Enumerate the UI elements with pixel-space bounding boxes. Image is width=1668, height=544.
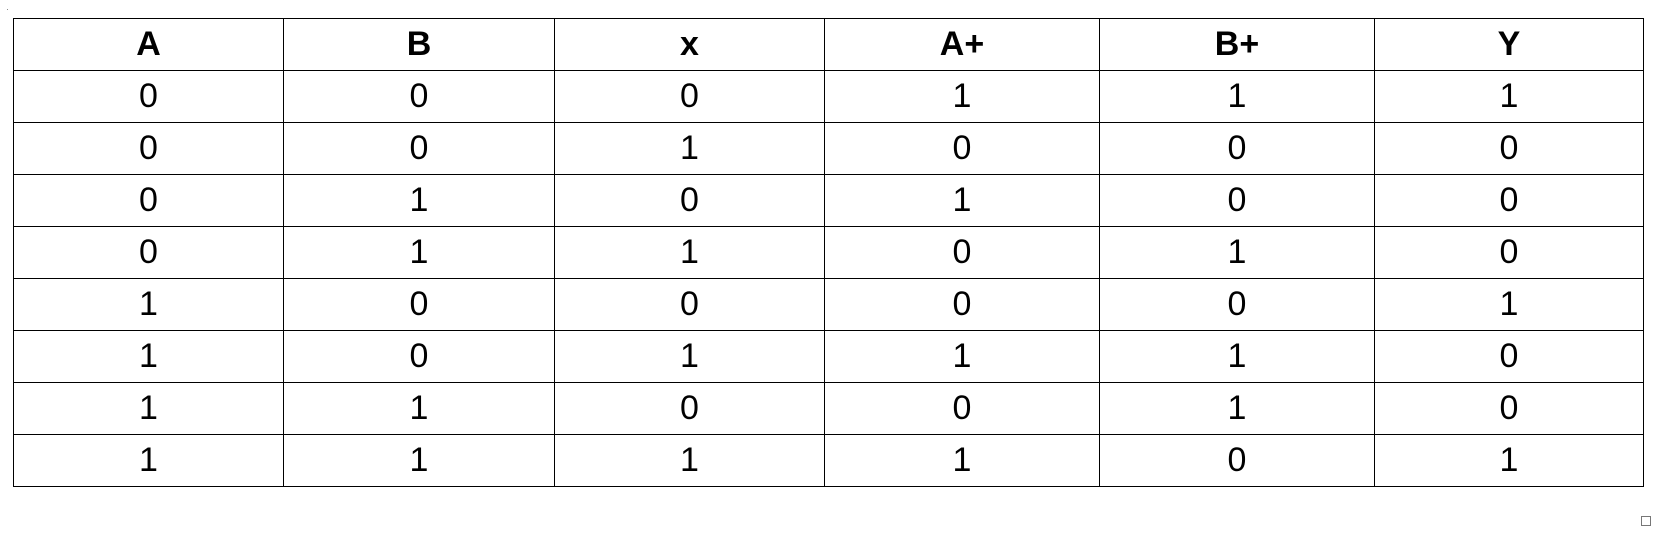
table-row — [14, 331, 1644, 383]
table-cell: 0 — [825, 123, 1100, 175]
table-cell: 1 — [1100, 71, 1375, 123]
table-row — [14, 175, 1644, 227]
table-cell: 1 — [1100, 383, 1375, 435]
table-cell: 1 — [1375, 435, 1644, 487]
table-cell: 1 — [1100, 227, 1375, 279]
table-cell: 0 — [825, 279, 1100, 331]
table-cell: 0 — [825, 227, 1100, 279]
table-cell: 0 — [1375, 227, 1644, 279]
table-cell: 0 — [1100, 435, 1375, 487]
truth-table — [13, 18, 1644, 487]
header-cell-x: x — [555, 19, 825, 71]
table-cell: 0 — [14, 123, 284, 175]
table-cell: 0 — [1375, 123, 1644, 175]
table-cell: 0 — [14, 175, 284, 227]
table-cell: 1 — [825, 71, 1100, 123]
table-cell: 1 — [555, 123, 825, 175]
table-row — [14, 279, 1644, 331]
table-cell: 0 — [284, 123, 555, 175]
table-cell: 0 — [825, 383, 1100, 435]
table-cell: 0 — [555, 383, 825, 435]
table-cell: 0 — [555, 279, 825, 331]
header-cell-a-plus: A+ — [825, 19, 1100, 71]
header-cell-b: B — [284, 19, 555, 71]
table-cell: 1 — [14, 435, 284, 487]
table-cell: 0 — [284, 71, 555, 123]
table-cell: 1 — [284, 175, 555, 227]
table-cell: 1 — [1375, 279, 1644, 331]
table-cell: 1 — [284, 227, 555, 279]
table-cell: 0 — [1375, 331, 1644, 383]
table-cell: 1 — [1100, 331, 1375, 383]
table-cell: 0 — [284, 279, 555, 331]
table-cell: 1 — [14, 331, 284, 383]
header-row — [14, 19, 1644, 71]
table-cell: 1 — [284, 383, 555, 435]
table-row — [14, 71, 1644, 123]
table-cell: 1 — [284, 435, 555, 487]
table-cell: 1 — [1375, 71, 1644, 123]
table-cell: 0 — [555, 71, 825, 123]
table-cell: 1 — [825, 435, 1100, 487]
table-cell: 0 — [284, 331, 555, 383]
table-cell: 0 — [1375, 175, 1644, 227]
header-cell-a: A — [14, 19, 284, 71]
table-cell: 1 — [825, 175, 1100, 227]
table-cell: 0 — [14, 227, 284, 279]
table-row — [14, 383, 1644, 435]
table-cell: 0 — [1100, 279, 1375, 331]
table-cell: 1 — [14, 279, 284, 331]
table-move-handle-icon[interactable]: · — [6, 4, 9, 14]
table-cell: 0 — [1375, 383, 1644, 435]
table-cell: 1 — [555, 435, 825, 487]
table-cell: 1 — [14, 383, 284, 435]
table-cell: 0 — [555, 175, 825, 227]
header-cell-b-plus: B+ — [1100, 19, 1375, 71]
table-cell: 1 — [555, 227, 825, 279]
table-cell: 0 — [14, 71, 284, 123]
table-row — [14, 227, 1644, 279]
table-resize-handle-icon[interactable] — [1641, 516, 1651, 526]
table-row — [14, 123, 1644, 175]
table-cell: 0 — [1100, 175, 1375, 227]
table-row — [14, 435, 1644, 487]
table-cell: 0 — [1100, 123, 1375, 175]
table-cell: 1 — [555, 331, 825, 383]
table-cell: 1 — [825, 331, 1100, 383]
header-cell-y: Y — [1375, 19, 1644, 71]
